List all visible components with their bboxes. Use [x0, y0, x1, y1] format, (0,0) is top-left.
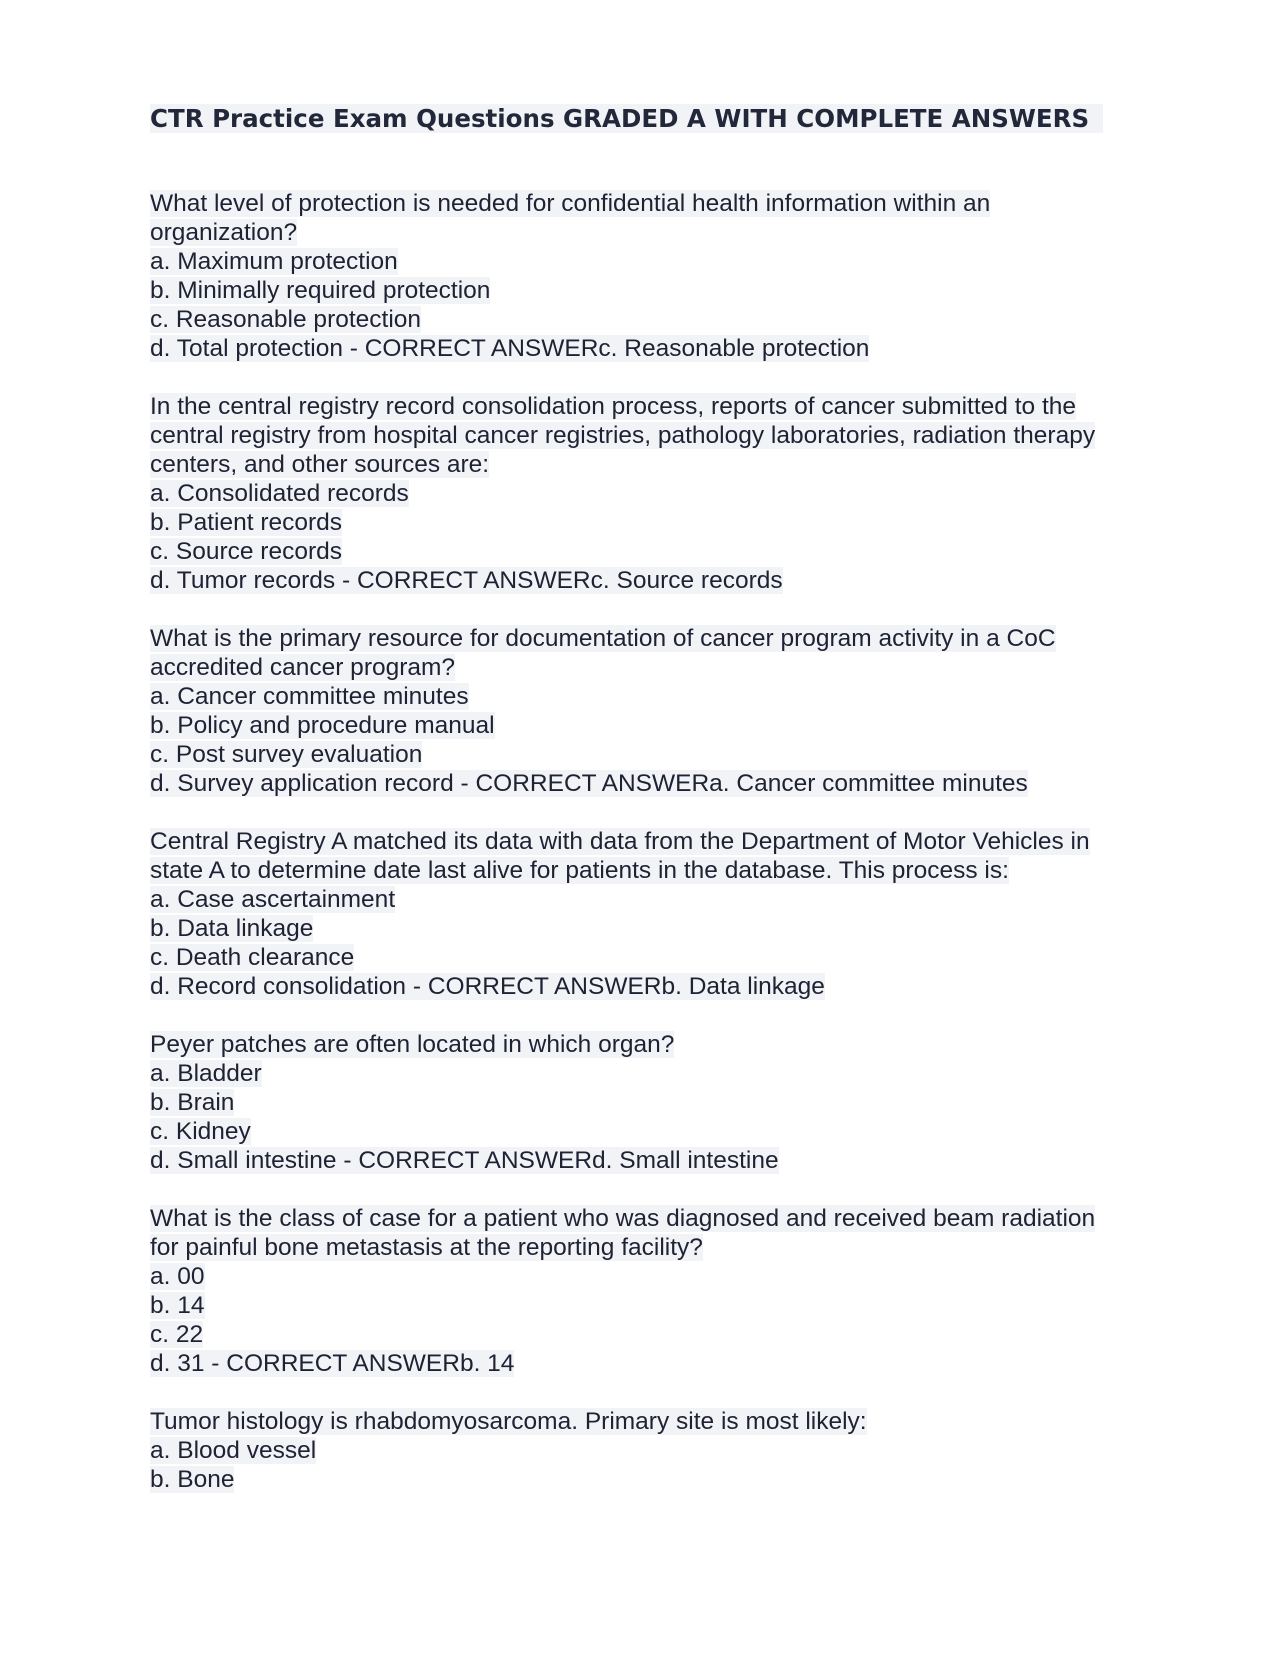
question-text-line: [150, 1407, 1140, 1436]
line-text: organization?: [150, 219, 298, 246]
question-line: [150, 1465, 1140, 1494]
line-text: b. Patient records: [150, 509, 343, 536]
line-text: In the central registry record consolidation process, reports of cancer submitted to the: [150, 393, 1077, 420]
question-block: [150, 1407, 1140, 1494]
line-text: central registry from hospital cancer registries, pathology laboratories, radiation therapy: [150, 422, 1096, 449]
line-text: c. Post survey evaluation: [150, 741, 423, 768]
line-text: a. Case ascertainment: [150, 886, 396, 913]
line-text: centers, and other sources are:: [150, 451, 490, 478]
question-block: [150, 1030, 1140, 1175]
question-line: [150, 247, 1140, 276]
question-line: [150, 740, 1140, 769]
question-line: [150, 1320, 1140, 1349]
document-title: CTR Practice Exam Questions GRADED A WITH COMPLETE ANSWERS: [150, 103, 1140, 135]
question-line: [150, 566, 1140, 595]
question-line: [150, 1088, 1140, 1117]
question-line: [150, 421, 1140, 450]
question-text-line: [150, 827, 1140, 856]
line-text: c. 22: [150, 1321, 204, 1348]
question-line: [150, 914, 1140, 943]
question-line: [150, 1059, 1140, 1088]
question-line: [150, 769, 1140, 798]
line-text: c. Reasonable protection: [150, 306, 422, 333]
line-text: d. Total protection - CORRECT ANSWERc. Reasonable protection: [150, 335, 870, 362]
line-text: state A to determine date last alive for patients in the database. This process is:: [150, 857, 1009, 884]
question-block: [150, 189, 1140, 363]
line-text: accredited cancer program?: [150, 654, 456, 681]
line-text: What is the primary resource for documentation of cancer program activity in a CoC: [150, 625, 1056, 652]
line-text: a. Bladder: [150, 1060, 262, 1087]
question-line: [150, 943, 1140, 972]
question-line: [150, 885, 1140, 914]
question-line: [150, 1262, 1140, 1291]
line-text: c. Kidney: [150, 1118, 251, 1145]
question-text-line: [150, 392, 1140, 421]
question-line: [150, 508, 1140, 537]
line-text: What is the class of case for a patient who was diagnosed and received beam radiation: [150, 1205, 1096, 1232]
line-text: Peyer patches are often located in which organ?: [150, 1031, 675, 1058]
line-text: a. Blood vessel: [150, 1437, 317, 1464]
question-line: [150, 711, 1140, 740]
line-text: d. Survey application record - CORRECT ANSWERa. Cancer committee minutes: [150, 770, 1028, 797]
question-line: [150, 1233, 1140, 1262]
question-line: [150, 1146, 1140, 1175]
question-text-line: [150, 189, 1140, 218]
question-list: [150, 189, 1140, 1494]
question-line: [150, 450, 1140, 479]
question-line: [150, 1349, 1140, 1378]
question-block: [150, 624, 1140, 798]
question-line: [150, 1291, 1140, 1320]
line-text: a. Maximum protection: [150, 248, 398, 275]
line-text: c. Source records: [150, 538, 342, 565]
line-text: Tumor histology is rhabdomyosarcoma. Primary site is most likely:: [150, 1408, 867, 1435]
line-text: b. 14: [150, 1292, 205, 1319]
question-line: [150, 856, 1140, 885]
line-text: b. Brain: [150, 1089, 235, 1116]
question-line: [150, 479, 1140, 508]
question-line: [150, 276, 1140, 305]
question-line: [150, 1117, 1140, 1146]
line-text: What level of protection is needed for confidential health information within an: [150, 190, 991, 217]
line-text: a. Cancer committee minutes: [150, 683, 469, 710]
question-line: [150, 972, 1140, 1001]
line-text: for painful bone metastasis at the reporting facility?: [150, 1234, 703, 1261]
question-block: [150, 1204, 1140, 1378]
line-text: b. Policy and procedure manual: [150, 712, 495, 739]
line-text: b. Data linkage: [150, 915, 314, 942]
line-text: b. Bone: [150, 1466, 235, 1493]
question-text-line: [150, 624, 1140, 653]
question-line: [150, 682, 1140, 711]
question-text-line: [150, 1204, 1140, 1233]
question-line: [150, 305, 1140, 334]
question-block: [150, 392, 1140, 595]
question-text-line: [150, 1030, 1140, 1059]
question-line: [150, 1436, 1140, 1465]
line-text: d. Tumor records - CORRECT ANSWERc. Source records: [150, 567, 783, 594]
question-block: [150, 827, 1140, 1001]
line-text: c. Death clearance: [150, 944, 355, 971]
question-line: [150, 653, 1140, 682]
line-text: a. Consolidated records: [150, 480, 409, 507]
line-text: d. Small intestine - CORRECT ANSWERd. Small intestine: [150, 1147, 779, 1174]
question-line: [150, 537, 1140, 566]
line-text: Central Registry A matched its data with data from the Department of Motor Vehicles in: [150, 828, 1090, 855]
question-line: [150, 218, 1140, 247]
line-text: d. 31 - CORRECT ANSWERb. 14: [150, 1350, 515, 1377]
line-text: a. 00: [150, 1263, 205, 1290]
line-text: d. Record consolidation - CORRECT ANSWERb. Data linkage: [150, 973, 825, 1000]
question-line: [150, 334, 1140, 363]
document-page: [150, 103, 1140, 1523]
line-text: b. Minimally required protection: [150, 277, 491, 304]
